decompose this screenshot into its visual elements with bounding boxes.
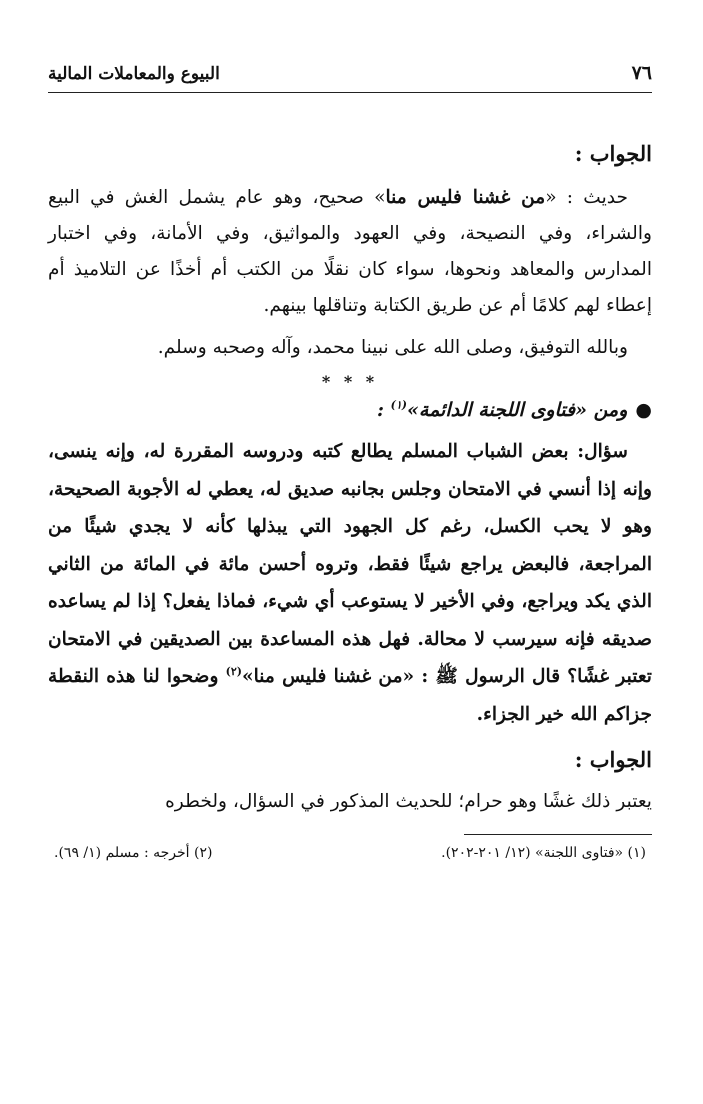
book-title: البيوع والمعاملات المالية <box>48 64 220 84</box>
hadith-prefix: حديث : « <box>545 187 628 208</box>
footnote-1: (١) «فتاوى اللجنة» (١٢/ ٢٠١-٢٠٢). <box>441 845 646 861</box>
question-text-end: وضحوا لنا هذه النقطة جزاكم الله خير الجزاء. <box>48 666 652 725</box>
question-text: بعض الشباب المسلم يطالع كتبه ودروسه المقررة له، وإنه ينسى، وإنه إذا أنسي في الامتحان وجلس بجانبه صديق له، يعطي له الأجوبة الصحيحة، وهو لا يحب الكسل، رغم كل الجهود التي يبذلها كأنه لا يجدي شيئًا من المراجعة، فالبعض يراجع شيئًا فقط، وتروه أحسن مائة في المائة من الثاني الذي يكد ويراجع، وفي الأخير لا يستوعب أي شيء، فماذا يفعل؟ إذا لم يساعده صديقه فإنه سيرسب لا محالة. فهل هذه المساعدة بين الصديقين في الامتحان تعتبر غشًا؟ قال الرسول ﷺ : «من غشنا فليس منا» <box>48 441 652 687</box>
page-number: ٧٦ <box>631 62 652 84</box>
closing-paragraph: وبالله التوفيق، وصلى الله على نبينا محمد، وآله وصحبه وسلم. <box>157 337 628 358</box>
footnote-ref-1: (١) <box>390 398 408 412</box>
hadith-quote: من غشنا فليس منا <box>385 187 546 208</box>
answer-paragraph <box>48 180 652 324</box>
section-colon: : <box>377 399 385 421</box>
question-label: سؤال: <box>577 441 628 462</box>
answer-heading-2: الجواب : <box>574 747 652 772</box>
section-title <box>48 399 652 421</box>
answer-text-2: يعتبر ذلك غشًا وهو حرام؛ للحديث المذكور في السؤال، ولخطره <box>165 791 652 812</box>
footnote-divider <box>464 834 652 835</box>
footnote-ref-2: (٢) <box>225 664 243 678</box>
answer-text: » صحيح، وهو عام يشمل الغش في البيع والشراء، وفي النصيحة، وفي العهود والمواثيق، وفي الأمانة، وفي اختبار المدارس والمعاهد ونحوها، سواء كان نقلًا من الكتب أم أخذًا عن التلاميذ أم إعطاء لهم كلامًا أم عن طريق الكتابة وتناقلها بينهم. <box>48 187 652 316</box>
footnote-2: (٢) أخرجه : مسلم (١/ ٦٩). <box>54 845 213 861</box>
section-separator: * * * <box>321 372 379 391</box>
answer-heading: الجواب : <box>574 141 652 166</box>
footnotes <box>48 845 652 861</box>
section-title-text: ومن «فتاوى اللجنة الدائمة» <box>407 399 628 421</box>
bullet-icon: ● <box>635 399 652 421</box>
book-page <box>48 62 652 861</box>
running-header <box>48 62 652 93</box>
question-paragraph <box>48 433 652 733</box>
